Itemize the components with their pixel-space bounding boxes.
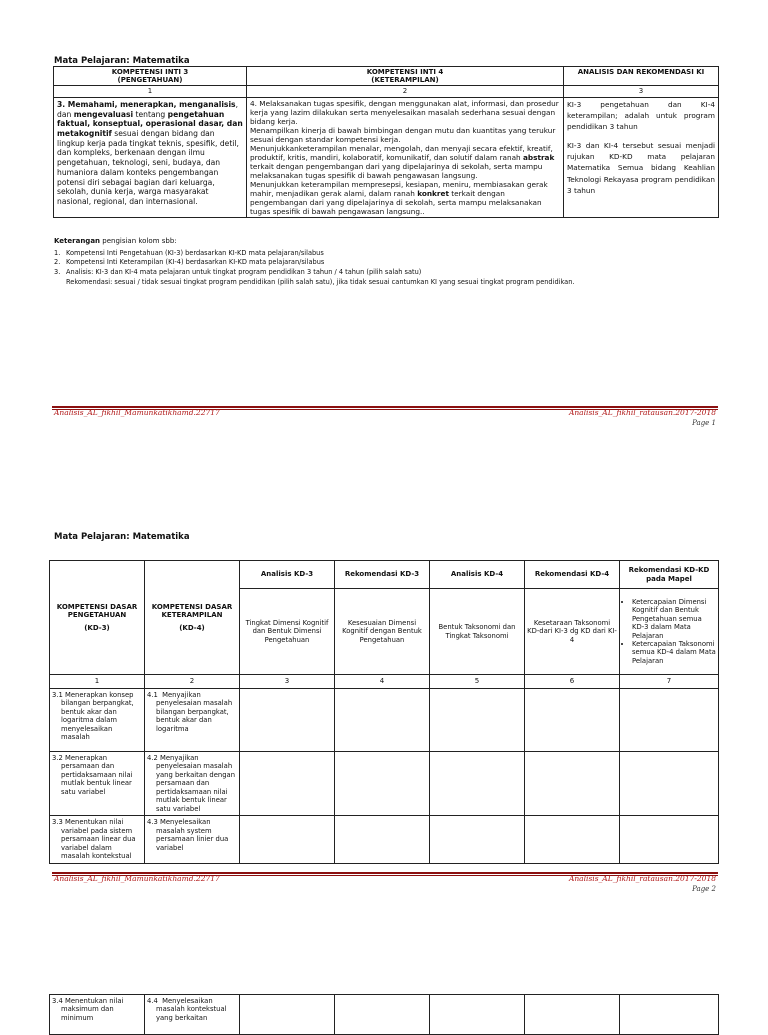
- footer-left: Analisis_AL_fikhil_Mamunkatikhamd.22717: [54, 408, 220, 417]
- empty-cell[interactable]: [240, 688, 335, 751]
- page-number: Page 2: [692, 885, 716, 893]
- empty-cell[interactable]: [620, 995, 719, 1035]
- kd3-header-line: KOMPETENSI DASAR: [56, 602, 138, 611]
- ki4-text-bold: abstrak: [522, 153, 555, 163]
- ki4-header-line2: (KETERAMPILAN): [371, 76, 439, 85]
- empty-cell[interactable]: [430, 816, 525, 863]
- keterangan-item: 2. Kompetensi Inti Keterampilan (KI-4) berdasarkan KI-KD mata pelajaran/silabus: [54, 258, 325, 267]
- empty-cell[interactable]: [525, 995, 620, 1035]
- ki3-text-bold: pengetahuan faktual, konseptual, operasional dasar, dan metakognitif: [57, 109, 243, 138]
- ki3-text-bold: mengevaluasi: [73, 109, 134, 119]
- ki4-text: terkait dengan pengembangan dari yang dipelajarinya di sekolah, serta mampu melaksanakan tugas spesifik di bawah pengawasan langsung..: [250, 189, 542, 217]
- ki3-text: tentang: [133, 109, 168, 119]
- empty-cell[interactable]: [335, 688, 430, 751]
- table-row: [50, 688, 719, 751]
- empty-cell[interactable]: [620, 751, 719, 815]
- ki3-content: [54, 97, 247, 218]
- ki3-header-line1: KOMPETENSI INTI 3: [111, 68, 189, 76]
- keterangan-label: Keterangan: [54, 237, 101, 245]
- page2-subject: Mata Pelajaran: Matematika: [54, 532, 190, 542]
- table-row: [50, 995, 719, 1035]
- empty-cell[interactable]: [620, 688, 719, 751]
- kd-table: [49, 560, 719, 864]
- kd4-cell: 4.3 Menyelesaikan masalah system persamaan linier dua variabel: [145, 816, 240, 863]
- ki4-header: [247, 67, 564, 86]
- empty-cell[interactable]: [430, 995, 525, 1035]
- kd4-cell: 4.2 Menyajikan penyelesaian masalah yang berkaitan dengan persamaan dan pertidaksamaan nilai mutlak bentuk linear satu variabel: [145, 751, 240, 815]
- empty-cell[interactable]: [525, 751, 620, 815]
- rec-kd4-header: Rekomendasi KD-4: [525, 561, 620, 589]
- empty-cell[interactable]: [430, 751, 525, 815]
- analysis-kd3-desc: Tingkat Dimensi Kognitif dan Bentuk Dimensi Pengetahuan: [240, 589, 335, 675]
- analysis-kd3-header: Analisis KD-3: [240, 561, 335, 589]
- empty-cell[interactable]: [240, 816, 335, 863]
- ki4-paragraph: [250, 144, 560, 180]
- keterangan-item: 3. Analisis: KI-3 dan KI-4 mata pelajaran untuk tingkat program pendidikan 3 tahun / 4 tahun (pilih salah satu): [54, 268, 422, 277]
- ki3-text: sesuai dengan bidang dan lingkup kerja pada tingkat teknis, spesifik, detil, dan kompleks, berkenaan dengan ilmu pengetahuan, teknologi, seni, budaya, dan humaniora dalam konteks pengembangan potensi diri sebagai bagian dari keluarga, sekolah, dunia kerja, warga masyarakat nasional, regional, dan internasional.: [57, 129, 239, 207]
- ki4-paragraph: 4. Melaksanakan tugas spesifik, dengan menggunakan alat, informasi, dan prosedur kerja yang lazim dilakukan serta menyelesaikan masalah sederhana sesuai dengan bidang kerja.: [250, 98, 559, 126]
- footer-right: Analisis_AL_fikhil_ratausan.2017-2018: [568, 874, 716, 883]
- kd-table-continued: [49, 994, 719, 1035]
- empty-cell[interactable]: [620, 816, 719, 863]
- ki4-text: terkait dengan pengembangan dari yang dipelajarinya di sekolah, serta mampu melaksanakan tugas spesifik di bawah pengawasan langsung.: [250, 162, 543, 181]
- rec-kd3-desc: Kesesuaian Dimensi Kognitif dengan Bentuk Pengetahuan: [335, 589, 430, 675]
- empty-cell[interactable]: [335, 995, 430, 1035]
- page1-subject: Mata Pelajaran: Matematika: [54, 56, 190, 66]
- empty-cell[interactable]: [240, 995, 335, 1035]
- ki4-content: [247, 97, 564, 218]
- analysis-content: [564, 97, 719, 218]
- col-number: 1: [50, 675, 145, 689]
- kd4-cell: 4.1 Menyajikan penyelesaian masalah bilangan berpangkat, bentuk akar dan logaritma: [145, 688, 240, 751]
- kd4-header-line: KOMPETENSI DASAR: [151, 602, 233, 611]
- ki4-paragraph: Menampilkan kinerja di bawah bimbingan dengan mutu dan kuantitas yang terukur sesuai dengan standar kompetensi kerja.: [250, 125, 556, 145]
- ki3-text: , dan: [57, 99, 238, 119]
- col-number: 7: [620, 675, 719, 689]
- ki4-text: Menunjukkanketerampilan menalar, mengolah, dan menyaji secara efektif, kreatif, produktif, kritis, mandiri, kolaboratif, komunikatif, dan solutif dalam ranah: [250, 144, 553, 163]
- kd3-cell: 3.3 Menentukan nilai variabel pada sistem persamaan linear dua variabel dalam masalah kontekstual: [50, 816, 145, 863]
- kd3-cell: 3.2 Menerapkan persamaan dan pertidaksamaan nilai mutlak bentuk linear satu variabel: [50, 751, 145, 815]
- empty-cell[interactable]: [525, 816, 620, 863]
- footer-left: Analisis_AL_fikhil_Mamunkatikhamd.22717: [54, 874, 220, 883]
- keterangan-intro: pengisian kolom sbb:: [100, 237, 177, 245]
- empty-cell[interactable]: [335, 751, 430, 815]
- col-number: 6: [525, 675, 620, 689]
- ki4-text: Menunjukkan keterampilan mempresepsi, kesiapan, meniru, membiasakan gerak mahir, menjadikan gerak alami, dalam ranah: [250, 180, 548, 199]
- empty-cell[interactable]: [430, 688, 525, 751]
- keterangan-item: Rekomendasi: sesuai / tidak sesuai tingkat program pendidikan (pilih salah satu), jika tidak sesuai cantumkan KI yang sesuai tingkat program pendidikan.: [66, 278, 575, 287]
- analysis-header: ANALISIS DAN REKOMENDASI KI: [564, 67, 719, 86]
- table-row: [50, 751, 719, 815]
- empty-cell[interactable]: [335, 816, 430, 863]
- col-number: 5: [430, 675, 525, 689]
- col-number: 4: [335, 675, 430, 689]
- rec-mapel-bullet: • Ketercapaian Taksonomi semua KD-4 dalam Mata Pelajaran: [632, 640, 716, 665]
- rec-mapel-bullet: • Ketercapaian Dimensi Kognitif dan Bentuk Pengetahuan semua KD-3 dalam Mata Pelajaran: [632, 598, 716, 640]
- ki3-header-line2: (PENGETAHUAN): [117, 76, 183, 85]
- ki-table: [53, 66, 719, 218]
- kd3-header-line: (KD-3): [84, 624, 110, 633]
- analysis-kd4-header: Analisis KD-4: [430, 561, 525, 589]
- rec-kd3-header: Rekomendasi KD-3: [335, 561, 430, 589]
- kd3-header-line: PENGETAHUAN: [67, 610, 127, 619]
- col-number: 1: [54, 86, 247, 98]
- col-number: 3: [564, 86, 719, 98]
- analysis-paragraph: KI-3 dan KI-4 tersebut sesuai menjadi rujukan KD-KD mata pelajaran Matematika Semua bidang Keahlian Teknologi Rekayasa program pendidikan 3 tahun: [567, 140, 715, 195]
- rec-mapel-desc: [620, 589, 719, 675]
- rec-mapel-header: Rekomendasi KD-KD pada Mapel: [620, 561, 719, 589]
- rec-kd4-desc: Kesetaraan Taksonomi KD-dari KI-3 dg KD dari KI-4: [525, 589, 620, 675]
- keterangan: [54, 236, 714, 288]
- empty-cell[interactable]: [240, 751, 335, 815]
- kd3-header: [50, 561, 145, 675]
- col-number: 3: [240, 675, 335, 689]
- kd3-cell: 3.1 Menerapkan konsep bilangan berpangkat, bentuk akar dan logaritma dalam menyelesaikan masalah: [50, 688, 145, 751]
- ki3-text-bold: 3. Memahami, menerapkan, menganalisis: [57, 99, 236, 109]
- table-row: [50, 816, 719, 863]
- ki3-header: [54, 67, 247, 86]
- ki4-paragraph: [250, 180, 560, 216]
- keterangan-item: 1. Kompetensi Inti Pengetahuan (KI-3) berdasarkan KI-KD mata pelajaran/silabus: [54, 248, 324, 257]
- col-number: 2: [247, 86, 564, 98]
- empty-cell[interactable]: [525, 688, 620, 751]
- kd4-header: [145, 561, 240, 675]
- ki4-text-bold: konkret: [417, 189, 449, 199]
- page-number: Page 1: [692, 419, 716, 427]
- analysis-paragraph: KI-3 pengetahuan dan KI-4 keterampilan; adalah untuk program pendidikan 3 tahun: [567, 99, 715, 132]
- kd4-header-line: (KD-4): [179, 624, 205, 633]
- kd4-header-line: KETERAMPILAN: [161, 610, 223, 619]
- analysis-kd4-desc: Bentuk Taksonomi dan Tingkat Taksonomi: [430, 589, 525, 675]
- ki4-header-line1: KOMPETENSI INTI 4: [366, 68, 444, 76]
- col-number: 2: [145, 675, 240, 689]
- kd4-cell: 4.4 Menyelesaikan masalah kontekstual yang berkaitan: [145, 995, 240, 1035]
- kd3-cell: 3.4 Menentukan nilai maksimum dan minimum: [50, 995, 145, 1035]
- footer-right: Analisis_AL_fikhil_ratausan.2017-2018: [568, 408, 716, 417]
